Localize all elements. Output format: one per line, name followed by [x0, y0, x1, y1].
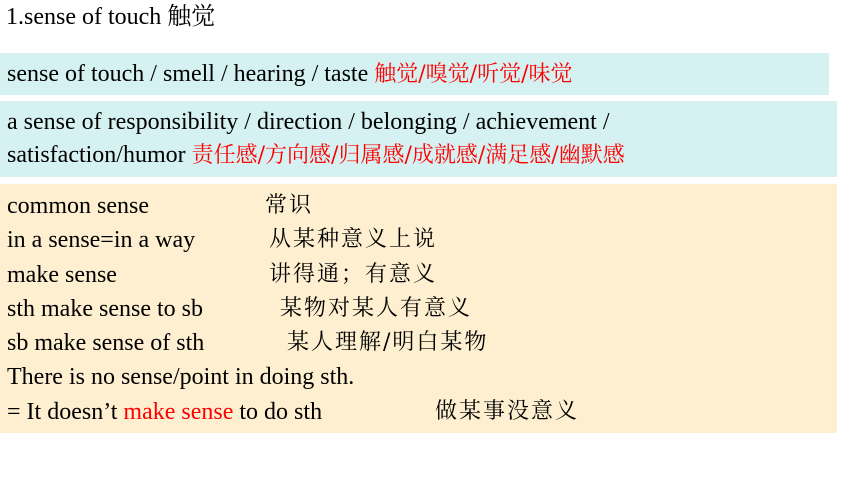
sense-of-line-2-chinese: 责任感/方向感/归属感/成就感/满足感/幽默感	[191, 143, 625, 168]
last-line-suffix: to do sth	[233, 398, 323, 425]
phrase-english: There is no sense/point in doing sth.	[7, 364, 355, 391]
phrase-english: in a sense=in a way	[7, 227, 196, 254]
sense-of-line-1: a sense of responsibility / direction / belonging / achievement /	[7, 109, 610, 135]
sense-of-line-2-english: satisfaction/humor	[7, 142, 192, 168]
phrase-row	[7, 292, 837, 326]
phrase-row-last	[7, 395, 837, 429]
phrase-row	[7, 258, 837, 292]
phrase-chinese: 某物对某人有意义	[280, 295, 473, 321]
last-line-prefix: = It doesn’t	[7, 398, 124, 425]
phrase-english: sb make sense of sth	[7, 330, 205, 357]
phrase-chinese: 做某事没意义	[435, 398, 580, 424]
phrase-english: sth make sense to sb	[7, 295, 203, 322]
phrase-row	[7, 360, 837, 394]
phrase-english	[7, 395, 322, 429]
phrase-row	[7, 326, 837, 360]
phrase-row	[7, 223, 837, 257]
sense-of-line-2	[7, 139, 837, 172]
make-sense-highlight: make sense	[123, 398, 234, 425]
sense-of-abstract-box	[0, 101, 837, 177]
phrase-english: common sense	[7, 193, 149, 219]
sense-types-english: sense of touch / smell / hearing / taste	[7, 61, 375, 87]
sense-types-chinese: 触觉/嗅觉/听觉/味觉	[374, 62, 573, 87]
sense-types-box	[0, 53, 829, 95]
phrase-row	[7, 189, 837, 223]
phrase-chinese: 从某种意义上说	[269, 227, 438, 253]
phrase-chinese: 某人理解/明白某物	[287, 330, 489, 356]
phrases-box	[0, 184, 837, 433]
phrase-english: make sense	[7, 261, 117, 288]
slide-title: 1.sense of touch 触觉	[6, 4, 216, 30]
phrase-chinese: 常识	[265, 193, 314, 218]
phrase-chinese: 讲得通；有意义	[269, 261, 438, 287]
